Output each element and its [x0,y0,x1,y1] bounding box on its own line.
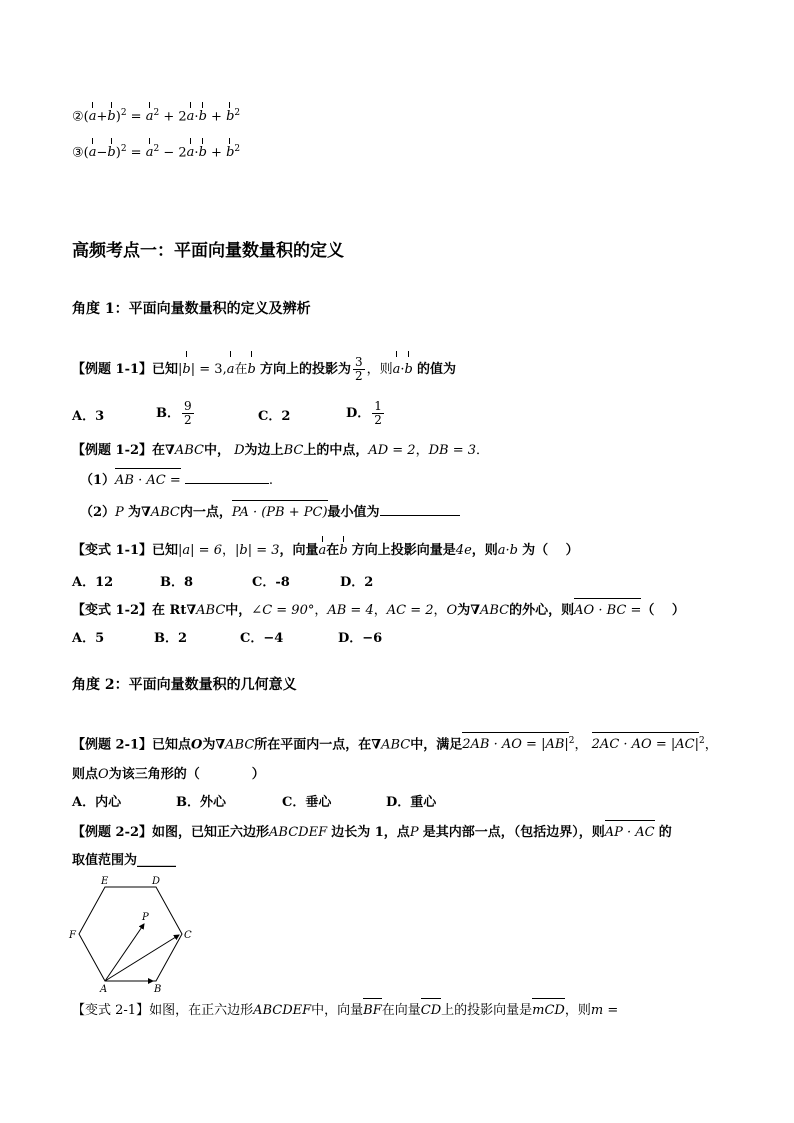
formula-2: $②(a+b)^2 = a^2 + 2a\cdot b + b^2$ [72,108,241,125]
example-1-2-q1: （1）AB · AC = . [80,473,274,488]
variant-2-1: 【变式 2-1】如图，在正六边形ABCDEF中，向量BF在向量CD上的投影向量是mCD，则m = [72,1003,619,1018]
option-b[interactable]: B．8 [160,575,194,590]
option-d[interactable]: D．重心 [386,795,437,810]
label-b: B [154,984,162,994]
example-2-2-cont: 取值范围为______ [72,853,177,868]
angle-heading-2: 角度 2：平面向量数量积的几何意义 [72,677,297,693]
variant-1-2: 【变式 1-2】在 Rt∇ABC中，∠C = 90°，AB = 4，AC = 2，O为∇ABC的外心，则AO · BC =（ ） [72,603,685,618]
example-1-1: 【例题 1-1】已知|b| = 3,a在b 方向上的投影为 $\frac{3}{2}$ ，则a·b 的值为 [72,355,457,383]
option-a[interactable]: A．12 [72,575,114,590]
option-d[interactable]: D．−6 [338,631,383,646]
option-a[interactable]: A．3 [72,409,105,424]
section-heading-1: 高频考点一：平面向量数量积的定义 [72,241,344,261]
label-a: A [100,984,108,994]
vector-ac [105,935,179,981]
example-2-1: 【例题 2-1】已知点O为∇ABC所在平面内一点，在∇ABC中，满足2AB · AO = $|AB|^2$， 2AC · AO = $|AC|^2$， [72,736,718,753]
option-a[interactable]: A．5 [72,631,105,646]
formula-3: $③(a-b)^2 = a^2 - 2a\cdot b + b^2$ [72,144,241,161]
hexagon-shape [79,887,182,981]
option-c[interactable]: C．−4 [240,631,284,646]
option-b[interactable]: B． $\frac{9}{2}$ [156,399,192,427]
label-d: D [152,876,161,887]
label-p: P [142,912,149,923]
option-c[interactable]: C．2 [258,409,291,424]
example-2-2: 【例题 2-2】如图，已知正六边形ABCDEF 边长为 1，点P 是其内部一点，（包括边界），则AP · AC 的 [72,825,672,840]
option-b[interactable]: B．2 [154,631,188,646]
option-c[interactable]: C．垂心 [282,795,332,810]
label-f: F [69,930,76,941]
variant-1-1: 【变式 1-1】已知|a| = 6，|b| = 3，向量a在b 方向上投影向量是4e，则a·b 为（ ） [72,543,579,558]
example-1-2: 【例题 1-2】在∇ABC中， D为边上BC上的中点，AD = 2，DB = 3． [72,443,490,458]
option-d[interactable]: D． $\frac{1}{2}$ [346,399,382,427]
option-a[interactable]: A．内心 [72,795,122,810]
answer-blank-1[interactable] [185,483,269,484]
label-e: E [101,876,109,887]
option-c[interactable]: C．-8 [252,575,290,590]
fraction-3-2: $\frac{3}{2}$ [354,355,363,383]
angle-heading-1: 角度 1：平面向量数量积的定义及辨析 [72,301,311,317]
example-2-1-cont: 则点O为该三角形的（ ） [72,767,265,782]
example-1-2-q2: （2）P 为∇ABC内一点，PA · (PB + PC)最小值为 [80,504,460,522]
vector-ap [105,924,144,981]
option-d[interactable]: D．2 [340,575,374,590]
answer-blank-2[interactable] [380,515,460,516]
option-b[interactable]: B．外心 [176,795,226,810]
label-c: C [184,930,192,941]
hexagon-figure [64,874,194,994]
